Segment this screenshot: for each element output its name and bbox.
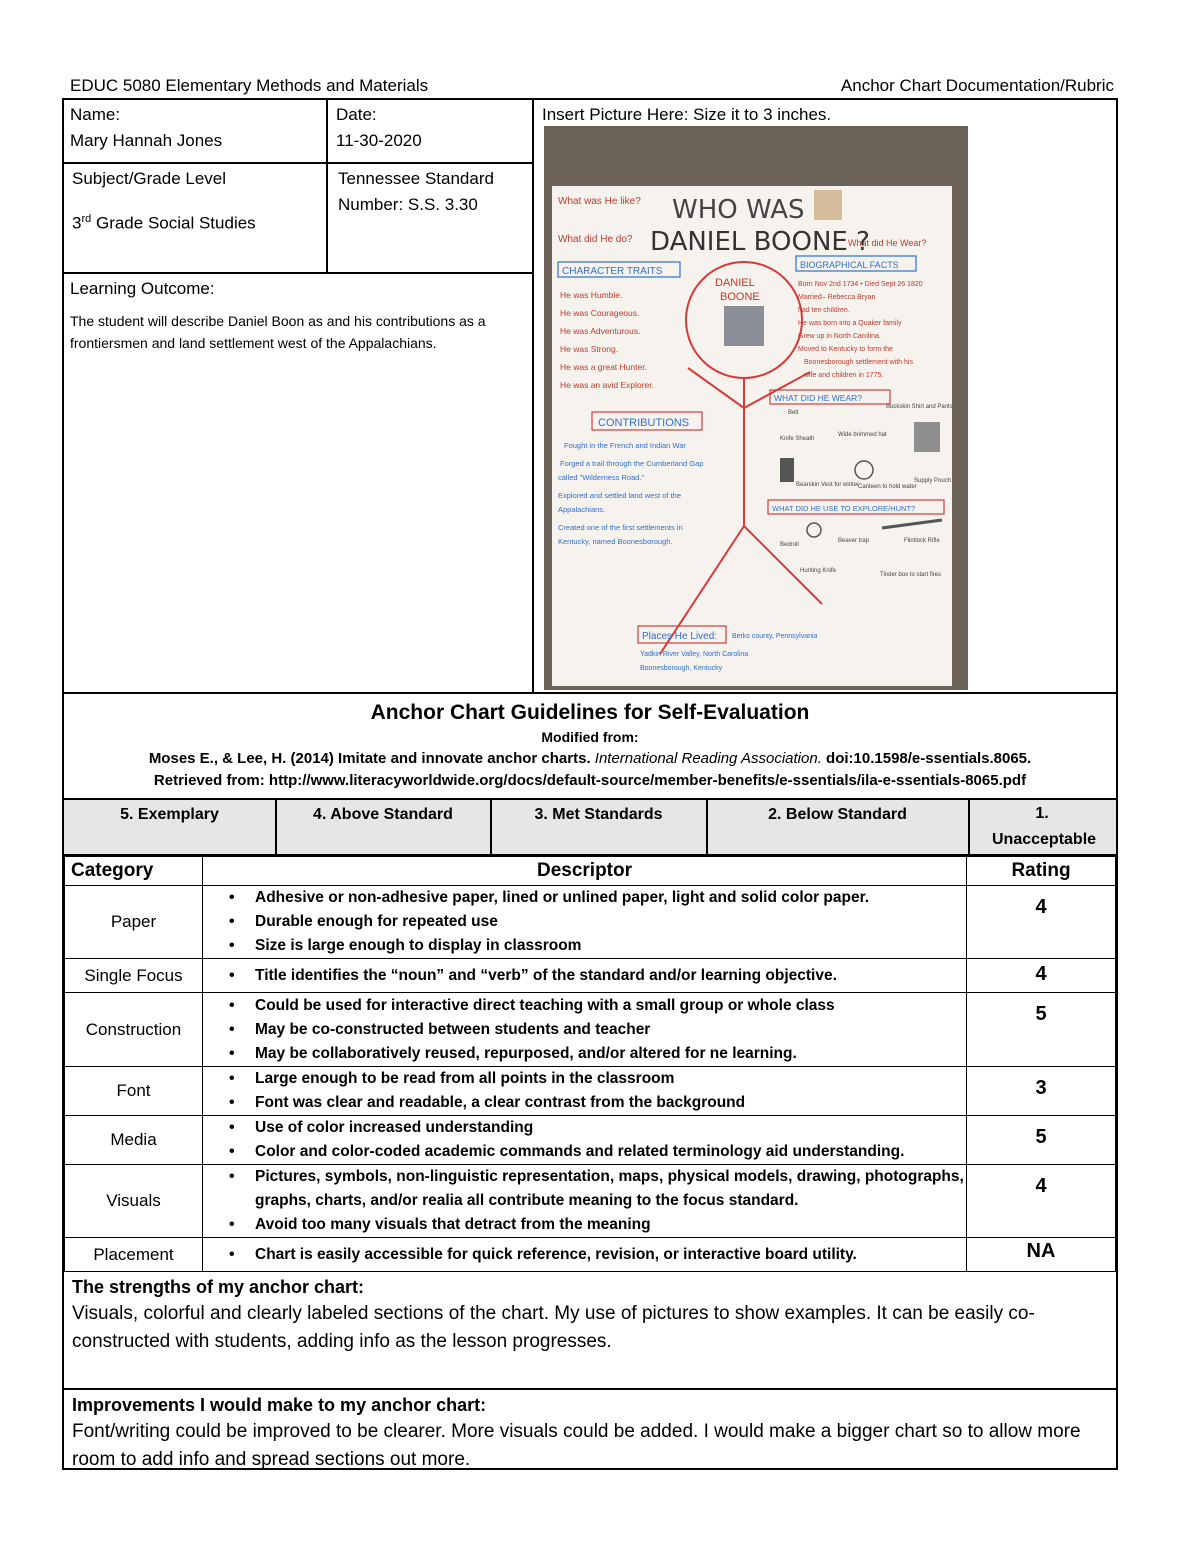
bio-item: had ten children. [798,307,850,314]
poster-q3: What did He Wear? [848,238,927,248]
strengths-heading: The strengths of my anchor chart: [72,1277,365,1297]
descriptor-paper [203,886,967,959]
guidelines-retrieved: Retrieved from: http://www.literacyworldwide.org/docs/default-source/member-benefits/e-ssentials/ila-e-ssentials-8065.pdf [153,772,1027,789]
place-item: Boonesborough, Kentucky [640,665,723,672]
anchor-chart-photo [544,126,968,690]
grade-suffix: rd [81,213,92,225]
boone-portrait [724,306,764,346]
bio-item: Born Nov 2nd 1734 • Died Sept 26 1820 [798,281,923,288]
wear-item: Bearskin Vest for winter [796,482,860,488]
contrib-item: Created one of the first settlements in [558,523,683,532]
scale-below-standard: 2. Below Standard [768,806,907,823]
places-heading: Places He Lived: [642,631,718,642]
rubric-row-visuals [65,1165,1116,1238]
place-item: Berks county, Pennsylvania [732,633,818,640]
descriptor-header: Descriptor [203,857,967,886]
descriptor-placement [203,1238,967,1272]
guidelines-title: Anchor Chart Guidelines for Self-Evaluation [370,701,810,724]
name-cell [70,102,320,154]
bio-heading: BIOGRAPHICAL FACTS [800,260,899,270]
descriptor-item: • Avoid too many visuals that detract from the meaning [209,1213,966,1237]
use-item: Beaver trap [838,538,870,544]
figure-right-leg [744,526,822,604]
wear-item: Supply Pouch [914,478,952,484]
rifle-sketch [882,520,942,528]
use-heading: WHAT DID HE USE TO EXPLORE/HUNT? [772,504,916,513]
standard-label: Tennessee Standard [338,169,494,188]
rating-single-focus: 4 [967,959,1116,993]
bedroll-sketch [807,523,821,537]
descriptor-visuals [203,1165,967,1238]
category-construction: Construction [65,993,203,1067]
wear-item: Canteen to hold water [858,484,917,490]
contrib-item: Forged a trail through the Cumberland Gap [560,459,704,468]
vest-sketch [780,458,794,482]
rubric-form [62,98,1118,1470]
scale-met-standards: 3. Met Standards [534,806,663,823]
category-visuals: Visuals [65,1165,203,1238]
rating-placement: NA [967,1238,1116,1272]
rubric-row-font [65,1067,1116,1116]
improvements-text: Font/writing could be improved to be clearer. More visuals could be added. I would make a bigger chart so to allow more room to add info and spread sections out more. [72,1421,1081,1470]
poster-title-1: WHO WAS [672,195,805,225]
use-item: Bedroll [780,542,799,548]
date-label: Date: [336,105,377,124]
grade-text: Grade Social Studies [91,213,256,233]
trait-item: He was Adventurous. [560,326,641,336]
trait-item: He was Strong. [560,344,619,354]
descriptor-item: • Could be used for interactive direct teaching with a small group or whole class [209,994,966,1018]
category-header: Category [65,857,203,886]
figure-left-arm [688,368,744,408]
document-type: Anchor Chart Documentation/Rubric [840,76,1114,95]
wear-item: Belt [788,410,799,416]
rating-font: 3 [967,1067,1116,1116]
descriptor-item: • May be collaboratively reused, repurposed, and/or altered for ne learning. [209,1042,966,1066]
descriptor-item: • Title identifies the “noun” and “verb” of the standard and/or learning objective. [209,964,966,988]
descriptor-item: • Adhesive or non-adhesive paper, lined or unlined paper, light and solid color paper. [209,886,966,910]
outcome-text: The student will describe Daniel Boon as and his contributions as a frontiersmen and land settlement west of the Appalachians. [70,313,486,351]
standard-number: Number: S.S. 3.30 [338,195,478,214]
scale-unacceptable: 1. Unacceptable [992,805,1097,848]
descriptor-single-focus [203,959,967,993]
bio-item: Moved to Kentucky to form the [798,346,893,353]
rubric-row-paper [65,886,1116,959]
contrib-heading: CONTRIBUTIONS [598,417,690,429]
rating-paper: 4 [967,886,1116,959]
use-item: Hunting Knife [800,568,837,574]
course-title: EDUC 5080 Elementary Methods and Materials [70,76,429,95]
traits-list [560,290,654,390]
descriptor-construction [203,993,967,1067]
descriptor-item: • Pictures, symbols, non-linguistic representation, maps, physical models, drawing, photographs, graphs, charts, and/or realia all contribute meaning to the focus standard. [209,1165,966,1213]
category-font: Font [65,1067,203,1116]
bio-item: Married– Rebecca Bryan [798,294,876,301]
rating-media: 5 [967,1116,1116,1165]
subject-cell [72,166,322,237]
rubric-row-single-focus [65,959,1116,993]
wear-item: Buckskin Shirt and Pants [886,404,952,410]
rubric-row-placement [65,1238,1116,1272]
descriptor-item: • Use of color increased understanding [209,1116,966,1140]
name-value: Mary Hannah Jones [70,131,223,150]
date-value: 11-30-2020 [336,131,422,150]
rubric-header-row [65,857,1116,886]
head-label-1: DANIEL [715,277,755,289]
poster-title-2: DANIEL BOONE ? [650,227,870,257]
rating-header: Rating [967,857,1116,886]
wear-item: Wide brimmed hat [838,432,887,438]
descriptor-media [203,1116,967,1165]
descriptor-item: • Color and color-coded academic commands and related terminology aid understanding. [209,1140,966,1164]
guidelines-citation [64,748,1116,770]
bio-list [798,281,923,379]
citation-journal: International Reading Association. [594,750,822,767]
contrib-item: Explored and settled land west of the [558,491,681,500]
page-header [70,76,1116,98]
contrib-list [558,441,703,546]
descriptor-item: • Large enough to be read from all points in the classroom [209,1067,966,1091]
use-item: Tinder box to start fires [880,572,942,578]
rubric-table [64,856,1116,1272]
improvements-heading: Improvements I would make to my anchor chart: [72,1395,487,1415]
contrib-item: called "Wilderness Road." [558,473,645,482]
contrib-item: Fought in the French and Indian War [564,441,686,450]
grade-level [72,206,322,237]
category-placement: Placement [65,1238,203,1272]
category-single-focus: Single Focus [65,959,203,993]
wear-item: Knife Sheath [780,436,815,442]
name-label: Name: [70,105,121,124]
poster-q1: What was He like? [558,196,641,207]
category-media: Media [65,1116,203,1165]
traits-heading: CHARACTER TRAITS [562,266,663,277]
use-item: Flintlock Rifle [904,538,940,544]
poster-q2: What did He do? [558,234,633,245]
trait-item: He was a great Hunter. [560,362,647,372]
outcome-cell [70,276,526,354]
contrib-item: Kentucky, named Boonesborough. [558,537,673,546]
wear-heading: WHAT DID HE WEAR? [774,393,862,403]
citation-authors: Moses E., & Lee, H. (2014) Imitate and innovate anchor charts. [148,750,595,767]
descriptor-item: • Durable enough for repeated use [209,910,966,934]
trait-item: He was an avid Explorer. [560,380,655,390]
contrib-item: Appalachians. [558,505,606,514]
citation-doi: doi:10.1598/e-ssentials.8065. [821,750,1032,767]
bio-item: Boonesborough settlement with his [804,359,913,366]
canteen-sketch [855,461,873,479]
rating-scale [64,800,1116,856]
picture-instruction: Insert Picture Here: Size it to 3 inches. [542,105,832,124]
rating-construction: 5 [967,993,1116,1067]
guidelines-header [64,694,1116,800]
date-cell [336,102,526,154]
scale-exemplary: 5. Exemplary [120,806,219,823]
descriptor-font [203,1067,967,1116]
outcome-label: Learning Outcome: [70,279,215,298]
place-item: Yadkin River Valley, North Carolina [640,651,749,658]
descriptor-item: • May be co-constructed between students and teacher [209,1018,966,1042]
rubric-row-construction [65,993,1116,1067]
bio-item: He was born into a Quaker family [798,320,902,327]
strengths-section [64,1272,1116,1388]
descriptor-item: • Size is large enough to display in classroom [209,934,966,958]
strengths-text: Visuals, colorful and clearly labeled sections of the chart. My use of pictures to show examples. It can be easily co-constructed with students, adding info as the lesson progresses. [72,1303,1035,1352]
descriptor-item: • Font was clear and readable, a clear contrast from the background [209,1091,966,1115]
trait-item: He was Courageous. [560,308,640,318]
rating-visuals: 4 [967,1165,1116,1238]
grade-number: 3 [72,213,82,233]
buckskin-sketch [914,422,940,452]
frontiersman-sketch [814,190,842,220]
poster [552,186,952,686]
trait-item: He was Humble. [560,290,623,300]
bio-item: Grew up in North Carolina. [798,333,881,340]
improvements-section [64,1388,1116,1468]
head-label-2: BOONE [720,291,760,303]
use-list [780,538,941,578]
category-paper: Paper [65,886,203,959]
descriptor-item: • Chart is easily accessible for quick reference, revision, or interactive board utility. [209,1243,966,1267]
info-section [64,100,1116,694]
subject-label: Subject/Grade Level [72,169,227,188]
rubric-row-media [65,1116,1116,1165]
scale-above-standard: 4. Above Standard [313,806,453,823]
guidelines-modified: Modified from: [541,729,639,745]
bio-item: wife and children in 1775. [804,372,884,379]
standard-cell [338,166,528,218]
poster-drawing [552,186,952,686]
